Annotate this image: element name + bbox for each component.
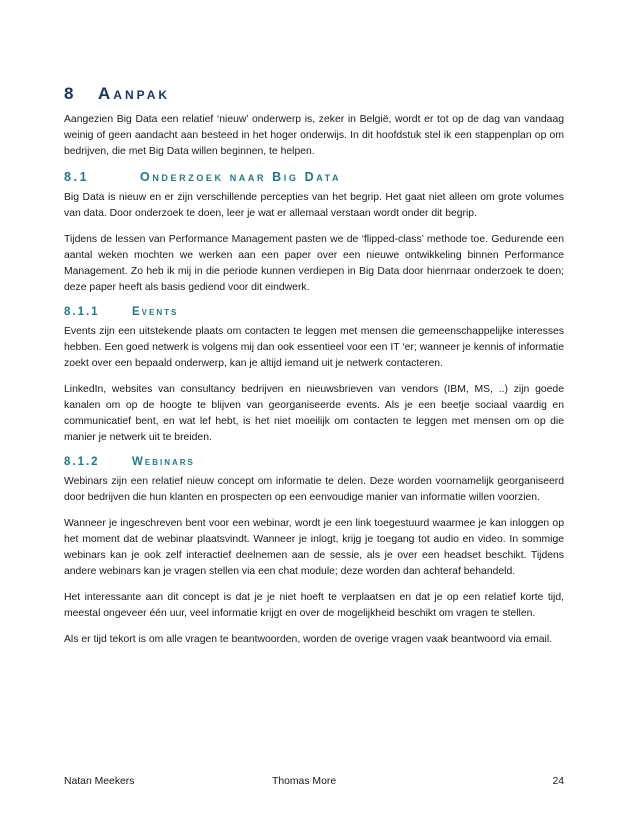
subsection-heading-8-1-1 xyxy=(64,306,564,321)
paragraph: LinkedIn, websites van consultancy bedrijven en nieuwsbrieven van vendors (IBM, MS, ..) zijn goede kanalen om op de hoogte te blijven van georganiseerde events. Als je een beetje sociaal vaardig en communicatief bent, en wat lef hebt, is het niet moeilijk om contacten te leggen met mensen om op die manier je netwerk uit te breiden. xyxy=(64,384,564,443)
paragraph: Tijdens de lessen van Performance Management pasten we de ‘flipped-class’ methode toe. Gedurende een aantal weken mochten we werken aan een paper over een nieuwe ontwikkeling binnen Performance Management. Zo heb ik mij in die periode kunnen verdiepen in Big Data door hienrnaar onderzoek te doen; deze paper heeft als basis gediend voor dit eindwerk. xyxy=(64,234,564,293)
section-title: Onderzoek naar Big Data xyxy=(140,170,342,184)
footer-page-number: 24 xyxy=(552,776,564,787)
footer-school: Thomas More xyxy=(272,776,337,787)
subsection-title: Events xyxy=(132,306,179,318)
section-heading-8-1 xyxy=(64,170,564,186)
paragraph: Het interessante aan dit concept is dat je je niet hoeft te verplaatsen en dat je op een relatief korte tijd, meestal ongeveer één uur, veel informatie krijgt en over de mogelijkheid beschikt om vragen te stellen. xyxy=(64,592,564,619)
document-page xyxy=(64,84,564,658)
chapter-number: 8 xyxy=(64,84,77,103)
subsection-heading-8-1-2 xyxy=(64,456,564,471)
paragraph: Events zijn een uitstekende plaats om contacten te leggen met mensen die gemeenschappelijke interesses hebben. Een goed netwerk is volgens mij dan ook essentieel voor een IT ‘er; wanneer je kennis of informatie zoekt over een bepaald onderwerp, kan je altijd iemand uit je netwerk contacteren. xyxy=(64,326,564,369)
chapter-intro-paragraph: Aangezien Big Data een relatief ‘nieuw’ onderwerp is, zeker in België, wordt er tot op de dag van vandaag weinig of geen aandacht aan besteed in het hoger onderwijs. In dit hoofdstuk stel ik een stappenplan op om bedrijven, die met Big Data willen beginnen, te helpen. xyxy=(64,114,564,157)
paragraph: Wanneer je ingeschreven bent voor een webinar, wordt je een link toegestuurd waarmee je kan inloggen op het moment dat de webinar plaatsvindt. Wanneer je inlogt, krijg je toegang tot audio en video. In sommige webinars kan je ook zelf interactief deelnemen aan de sessie, als je over een headset beschikt. Tijdens andere webinars kan je vragen stellen via een chat module; deze worden dan achteraf behandeld. xyxy=(64,518,564,577)
section-number: 8.1 xyxy=(64,170,90,184)
page-footer xyxy=(64,776,564,790)
chapter-heading xyxy=(64,84,564,104)
paragraph: Webinars zijn een relatief nieuw concept om informatie te delen. Deze worden voornamelijk georganiseerd door bedrijven die hun klanten en prospecten op een eenvoudige manier van informatie willen voorzien. xyxy=(64,476,564,503)
paragraph: Big Data is nieuw en er zijn verschillende percepties van het begrip. Het gaat niet alleen om grote volumes van data. Door onderzoek te doen, leer je wat er allemaal verstaan wordt onder dit begrip. xyxy=(64,192,564,219)
chapter-title: Aanpak xyxy=(98,84,171,103)
paragraph: Als er tijd tekort is om alle vragen te beantwoorden, worden de overige vragen vaak beantwoord via email. xyxy=(64,634,553,645)
subsection-title: Webinars xyxy=(132,456,195,468)
subsection-number: 8.1.2 xyxy=(64,456,100,468)
subsection-number: 8.1.1 xyxy=(64,306,100,318)
footer-author: Natan Meekers xyxy=(64,776,135,787)
